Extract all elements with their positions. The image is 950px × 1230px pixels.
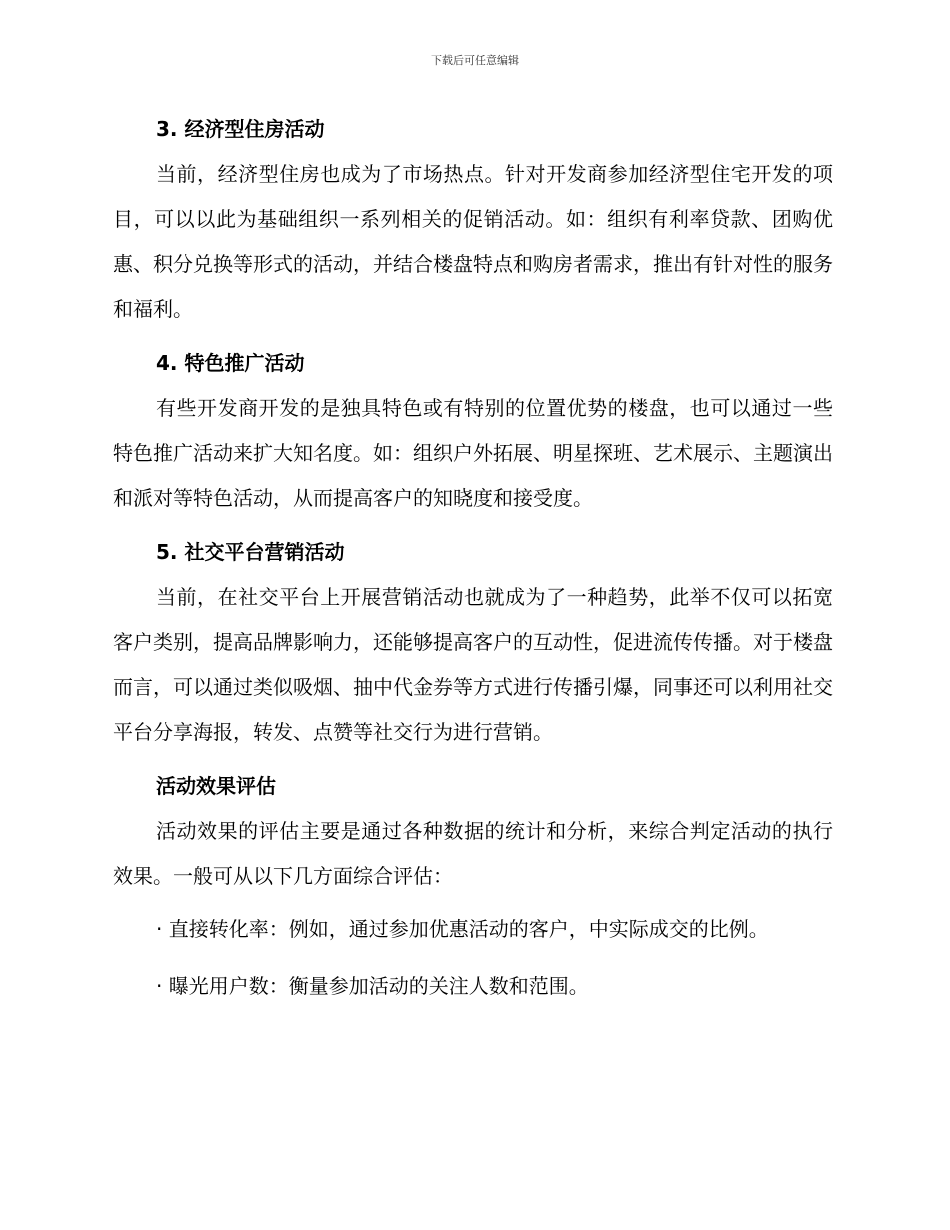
section-paragraph: 当前，经济型住房也成为了市场热点。针对开发商参加经济型住宅开发的项目，可以以此为基础组织一系列相关的促销活动。如：组织有利率贷款、团购优惠、积分兑换等形式的活动，并结合楼盘特点和购房者需求，推出有针对性的服务和福利。 (113, 162, 833, 321)
section-heading: 3. 经济型住房活动 (156, 117, 325, 141)
section-paragraph: 当前，在社交平台上开展营销活动也就成为了一种趋势，此举不仅可以拓宽客户类别，提高品牌影响力，还能够提高客户的互动性，促进流传传播。对于楼盘而言，可以通过类似吸烟、抽中代金券等方式进行传播引爆，同事还可以利用社交平台分享海报，转发、点赞等社交行为进行营销。 (113, 585, 833, 744)
section-economic-housing (113, 106, 833, 332)
page-header: 下载后可任意编辑 (431, 54, 519, 67)
section-social-marketing (113, 529, 833, 755)
section-heading: 活动效果评估 (156, 774, 276, 798)
section-heading: 4. 特色推广活动 (156, 351, 305, 375)
bullet-item: · 直接转化率：例如，通过参加优惠活动的客户，中实际成交的比例。 (156, 917, 769, 941)
section-paragraph: 有些开发商开发的是独具特色或有特别的位置优势的楼盘，也可以通过一些特色推广活动来扩大知名度。如：组织户外拓展、明星探班、艺术展示、主题演出和派对等特色活动，从而提高客户的知晓度和接受度。 (113, 396, 833, 510)
section-paragraph: 活动效果的评估主要是通过各种数据的统计和分析，来综合判定活动的执行效果。一般可从以下几方面综合评估： (113, 819, 833, 888)
section-feature-promotion (113, 340, 833, 521)
section-heading: 5. 社交平台营销活动 (156, 540, 345, 564)
section-effect-evaluation (113, 763, 833, 899)
document-body (113, 106, 833, 1021)
bullet-item: · 曝光用户数：衡量参加活动的关注人数和范围。 (156, 974, 589, 998)
